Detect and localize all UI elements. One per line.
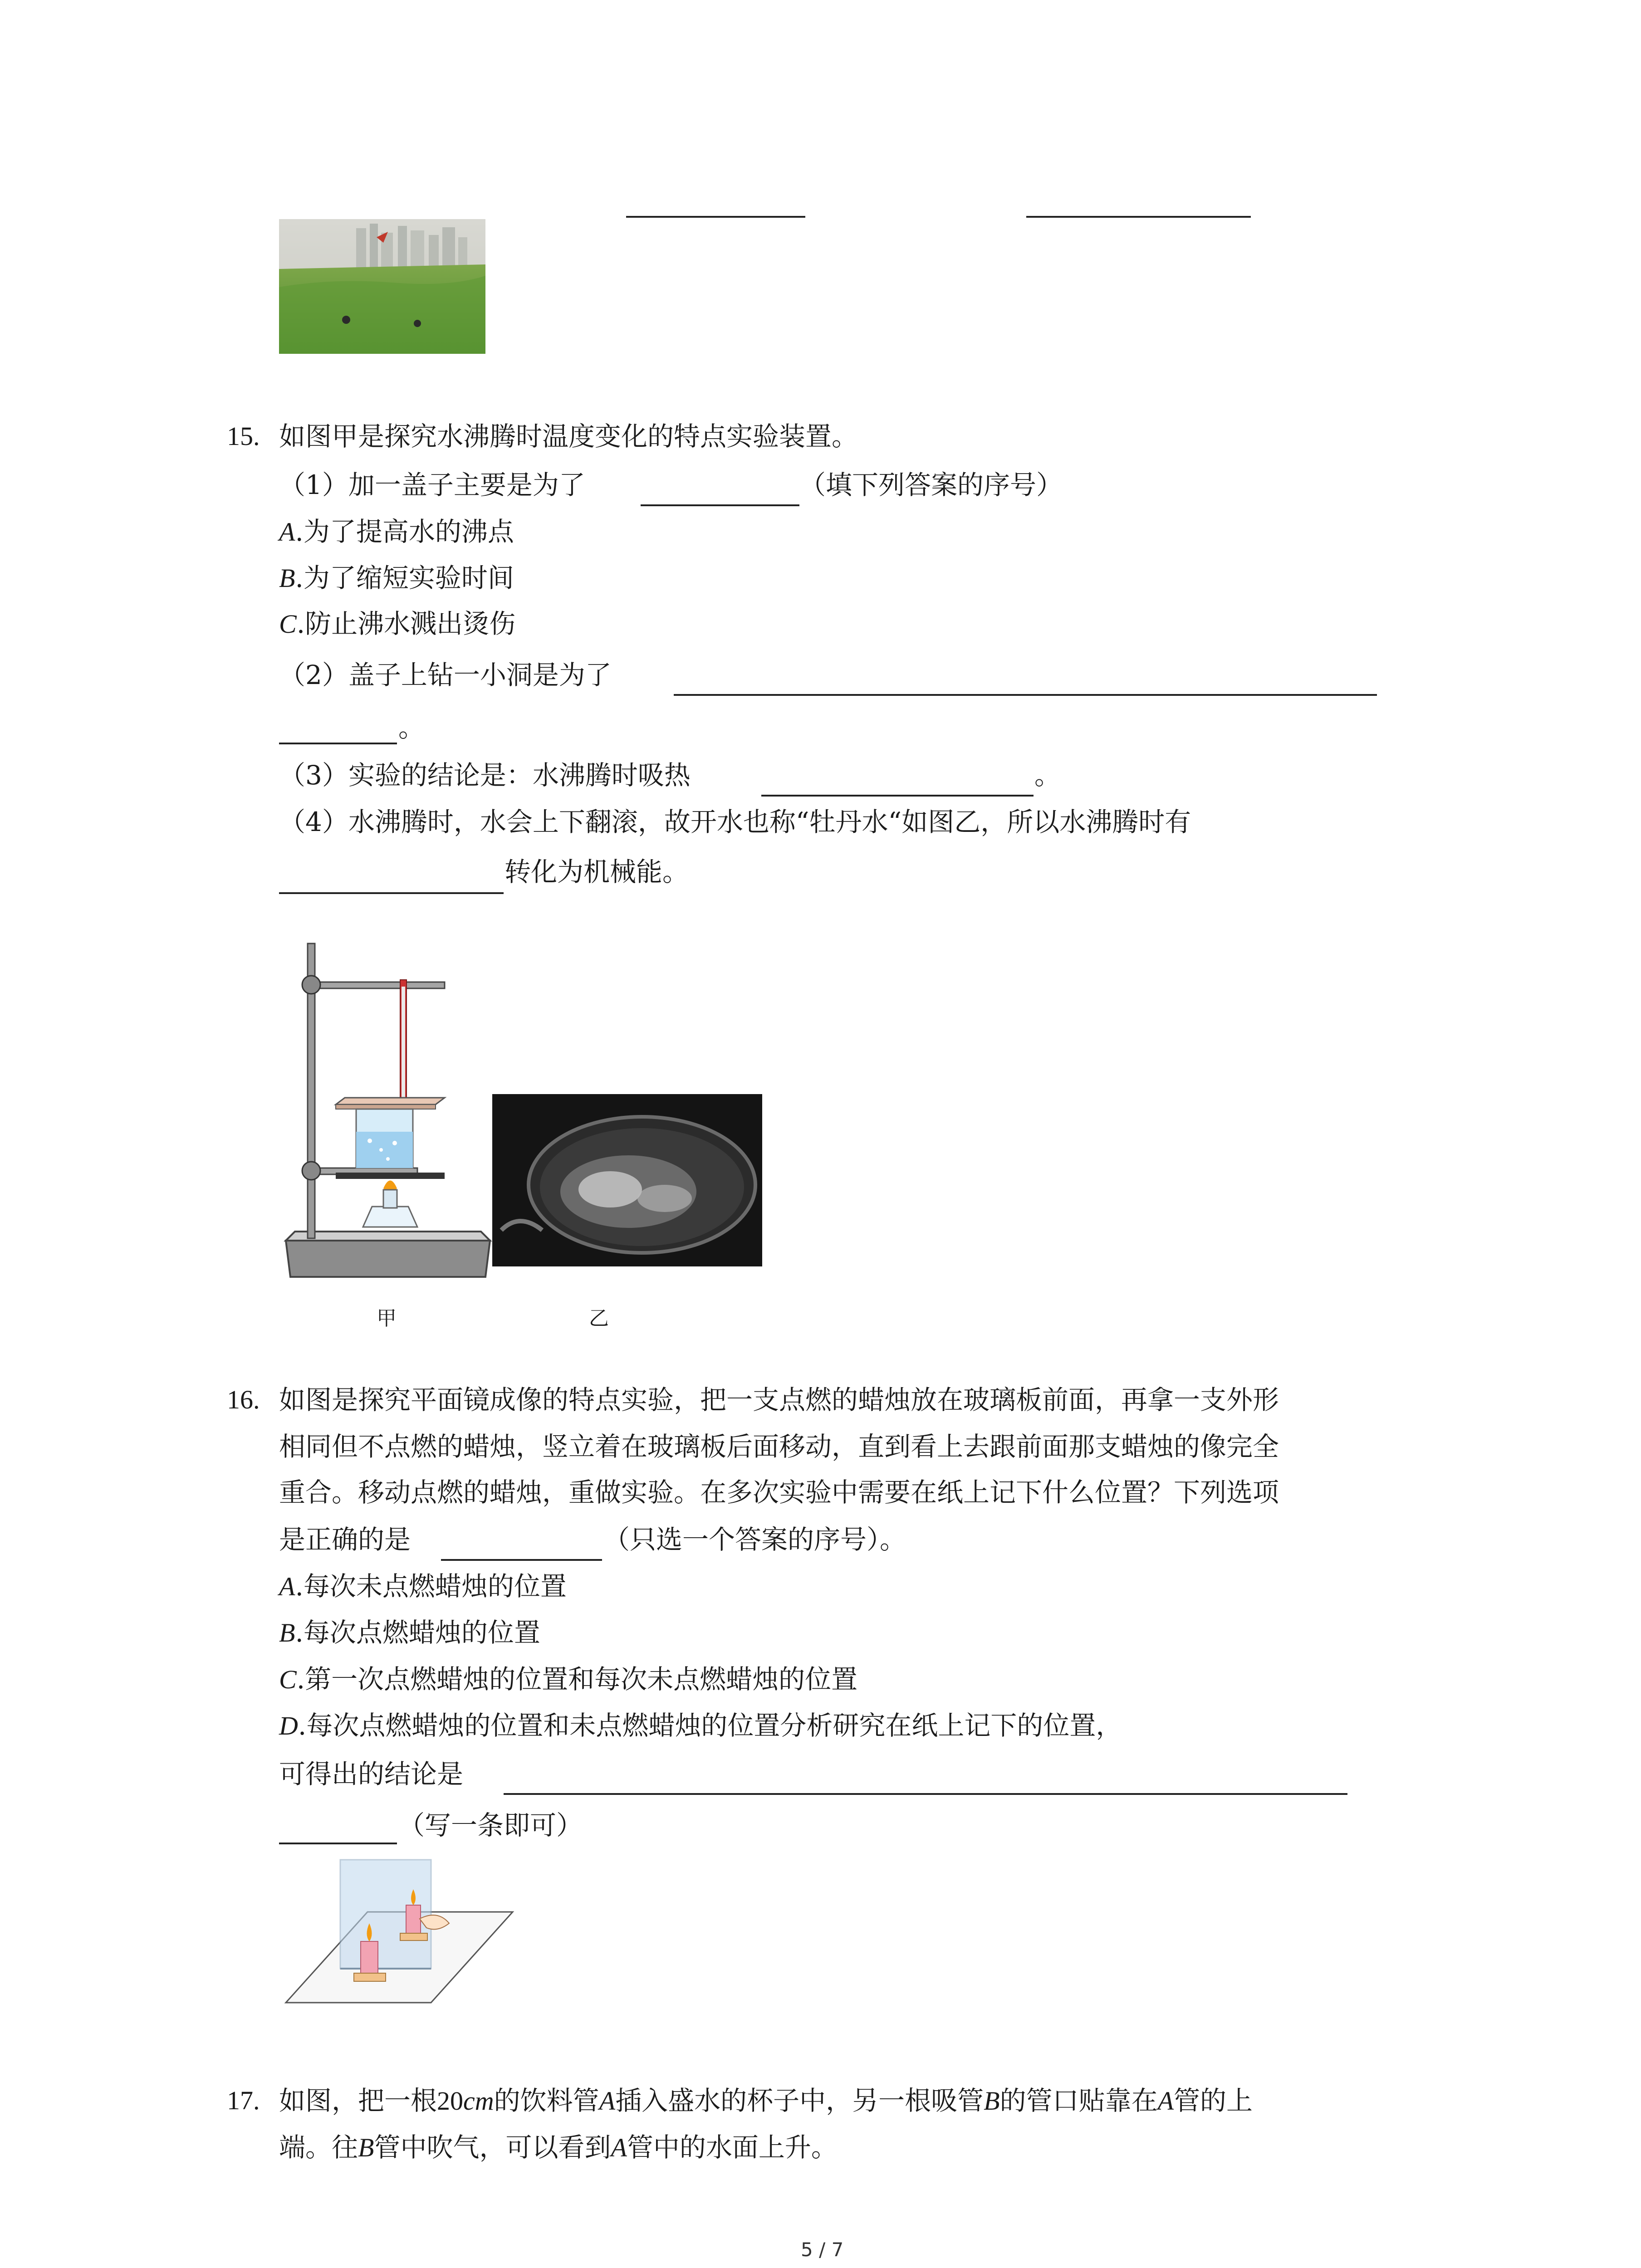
sub-question-4-end: 转化为机械能。	[505, 856, 689, 887]
answer-blank-conclusion-cont[interactable]	[279, 1843, 397, 1844]
answer-blank-2[interactable]	[674, 694, 1377, 696]
figure-caption-jia: 甲	[377, 1307, 397, 1330]
answer-blank-3[interactable]	[761, 795, 1034, 797]
question-stem-line-1: 如图是探究平面镜成像的特点实验，把一支点燃的蜡烛放在玻璃板前面，再拿一支外形	[279, 1384, 1279, 1415]
question-stem-line-3: 重合。移动点燃的蜡烛，重做实验。在多次实验中需要在纸上记下什么位置？下列选项	[279, 1477, 1279, 1508]
conclusion-hint: （写一条即可）	[398, 1810, 583, 1841]
question-stem: 如图甲是探究水沸腾时温度变化的特点实验装置。	[279, 421, 858, 452]
figure-caption-yi: 乙	[589, 1307, 609, 1330]
answer-blank-choice[interactable]	[441, 1559, 602, 1561]
answer-blank[interactable]	[626, 216, 805, 218]
sub-question-2: （2）盖子上钻一小洞是为了	[279, 660, 612, 690]
option-a: A.每次未点燃蜡烛的位置	[279, 1571, 567, 1602]
question-stem-line-1: 如图，把一根20cm的饮料管A插入盛水的杯子中，另一根吸管B的管口贴靠在A管的上	[279, 2085, 1253, 2116]
conclusion-prompt: 可得出的结论是	[279, 1759, 464, 1789]
answer-blank[interactable]	[1026, 216, 1251, 218]
answer-blank-2-cont[interactable]	[279, 743, 397, 744]
question-stem-line-4: 是正确的是	[279, 1524, 411, 1555]
answer-blank-conclusion[interactable]	[504, 1793, 1347, 1795]
question-stem-line-2: 相同但不点燃的蜡烛，竖立着在玻璃板后面移动，直到看上去跟前面那支蜡烛的像完全	[279, 1431, 1279, 1462]
question-stem-line-4-hint: （只选一个答案的序号）。	[603, 1524, 906, 1555]
sub-question-3-end: 。	[1034, 760, 1061, 791]
option-b: B.每次点燃蜡烛的位置	[279, 1617, 540, 1648]
option-b: B.为了缩短实验时间	[279, 562, 514, 593]
question-stem-line-2: 端。往B管中吹气，可以看到A管中的水面上升。	[279, 2132, 838, 2163]
answer-blank-4[interactable]	[279, 892, 504, 894]
option-c: C.第一次点燃蜡烛的位置和每次未点燃蜡烛的位置	[279, 1664, 858, 1695]
option-d: D.每次点燃蜡烛的位置和未点燃蜡烛的位置分析研究在纸上记下的位置，	[279, 1710, 1122, 1741]
question-number: 17.	[227, 2086, 260, 2115]
plane-mirror-candles-figure	[281, 1855, 517, 2009]
kite-field-photo	[279, 219, 485, 354]
boiling-apparatus-figure	[281, 941, 495, 1288]
sub-question-2-end: 。	[398, 712, 425, 743]
page-number: 5 / 7	[801, 2239, 844, 2261]
option-c: C.防止沸水溅出烫伤	[279, 608, 516, 639]
sub-question-4: （4）水沸腾时，水会上下翻滚，故开水也称“牡丹水“如图乙，所以水沸腾时有	[279, 807, 1191, 837]
option-a: A.为了提高水的沸点	[279, 516, 514, 547]
sub-question-1: （1）加一盖子主要是为了	[279, 469, 585, 500]
question-number: 15.	[227, 421, 260, 451]
answer-blank-1[interactable]	[641, 504, 799, 506]
boiling-water-photo	[492, 1094, 762, 1266]
question-number: 16.	[227, 1385, 260, 1414]
sub-question-1-hint: （填下列答案的序号）	[799, 469, 1063, 500]
sub-question-3: （3）实验的结论是：水沸腾时吸热	[279, 760, 691, 791]
